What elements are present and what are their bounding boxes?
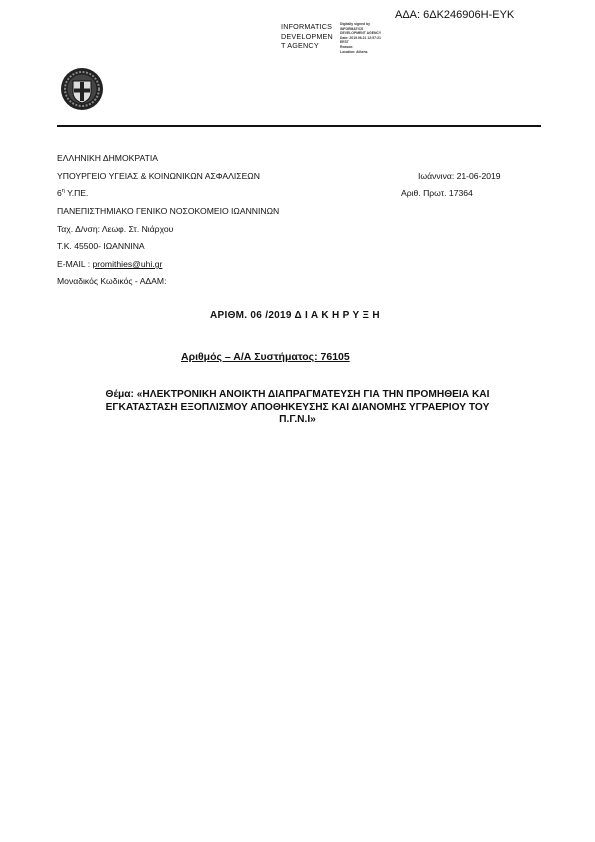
country-name: ΕΛΛΗΝΙΚΗ ΔΗΜΟΚΡΑΤΙΑ	[57, 153, 158, 163]
signature-detail-line: EEST	[340, 40, 349, 45]
signature-detail-line: Reason:	[340, 44, 354, 49]
announcement-title: ΑΡΙΘΜ. 06 /2019 Δ Ι Α Κ Η Ρ Υ Ξ Η	[210, 310, 380, 321]
subject-block	[50, 389, 545, 427]
agency-line: DEVELOPMEN	[281, 31, 333, 41]
health-region-number: 6	[57, 188, 62, 198]
postal-address: Ταχ. Δ/νση: Λεωφ. Στ. Νιάρχου	[57, 224, 174, 234]
signature-detail-line: INFORMATICS	[340, 26, 364, 31]
signature-details	[340, 22, 381, 54]
email-label: E-MAIL :	[57, 259, 93, 269]
greek-coat-of-arms-icon	[60, 67, 104, 111]
header-divider	[57, 125, 541, 127]
health-region-suffix: Υ.ΠΕ.	[64, 188, 89, 198]
ministry-name: ΥΠΟΥΡΓΕΙΟ ΥΓΕΙΑΣ & ΚΟΙΝΩΝΙΚΩΝ ΑΣΦΑΛΙΣΕΩΝ	[57, 171, 260, 181]
signature-detail-line: Date: 2019.06.21 12:57:21	[340, 35, 381, 40]
signature-detail-line: Location: Athens	[340, 49, 368, 54]
agency-line: T AGENCY	[281, 41, 319, 50]
signature-detail-line: DEVELOPMENT AGENCY	[340, 31, 382, 36]
ada-code: ΑΔΑ: 6ΔΚ246906Η-ΕΥΚ	[395, 9, 515, 21]
subject-line: Θέμα: «ΗΛΕΚΤΡΟΝΙΚΗ ΑΝΟΙΚΤΗ ΔΙΑΠΡΑΓΜΑΤΕΥΣΗ ΓΙΑ ΤΗΝ ΠΡΟΜΗΘΕΙΑ ΚΑΙ	[105, 389, 490, 400]
signature-detail-line: Digitally signed by	[340, 22, 370, 26]
postal-code-city: Τ.Κ. 45500- ΙΩΑΝΝΙΝΑ	[57, 241, 145, 251]
email-link[interactable]: promithies@uhi.gr	[92, 259, 163, 269]
date-line: Ιωάννινα: 21-06-2019	[418, 171, 501, 181]
subject-line: Π.Γ.Ν.Ι»	[279, 414, 316, 426]
unique-code: Μοναδικός Κωδικός - ΑΔΑΜ:	[57, 276, 167, 286]
subject-line: ΕΓΚΑΤΑΣΤΑΣΗ ΕΞΟΠΛΙΣΜΟΥ ΑΠΟΘΗΚΕΥΣΗΣ ΚΑΙ ΔΙΑΝΟΜΗΣ ΥΓΡΑΕΡΙΟΥ ΤΟΥ	[105, 401, 490, 413]
signature-agency	[281, 22, 333, 51]
health-region	[57, 188, 88, 198]
health-region-ordinal: η	[61, 188, 65, 195]
agency-line: INFORMATICS	[281, 22, 333, 31]
hospital-name: ΠΑΝΕΠΙΣΤΗΜΙΑΚΟ ΓΕΝΙΚΟ ΝΟΣΟΚΟΜΕΙΟ ΙΩΑΝΝΙΝΩΝ	[57, 206, 280, 216]
protocol-number: Αριθ. Πρωτ. 17364	[401, 188, 473, 198]
system-number: Αριθμός – Α/Α Συστήματος: 76105	[181, 351, 350, 363]
email-line	[57, 259, 162, 269]
